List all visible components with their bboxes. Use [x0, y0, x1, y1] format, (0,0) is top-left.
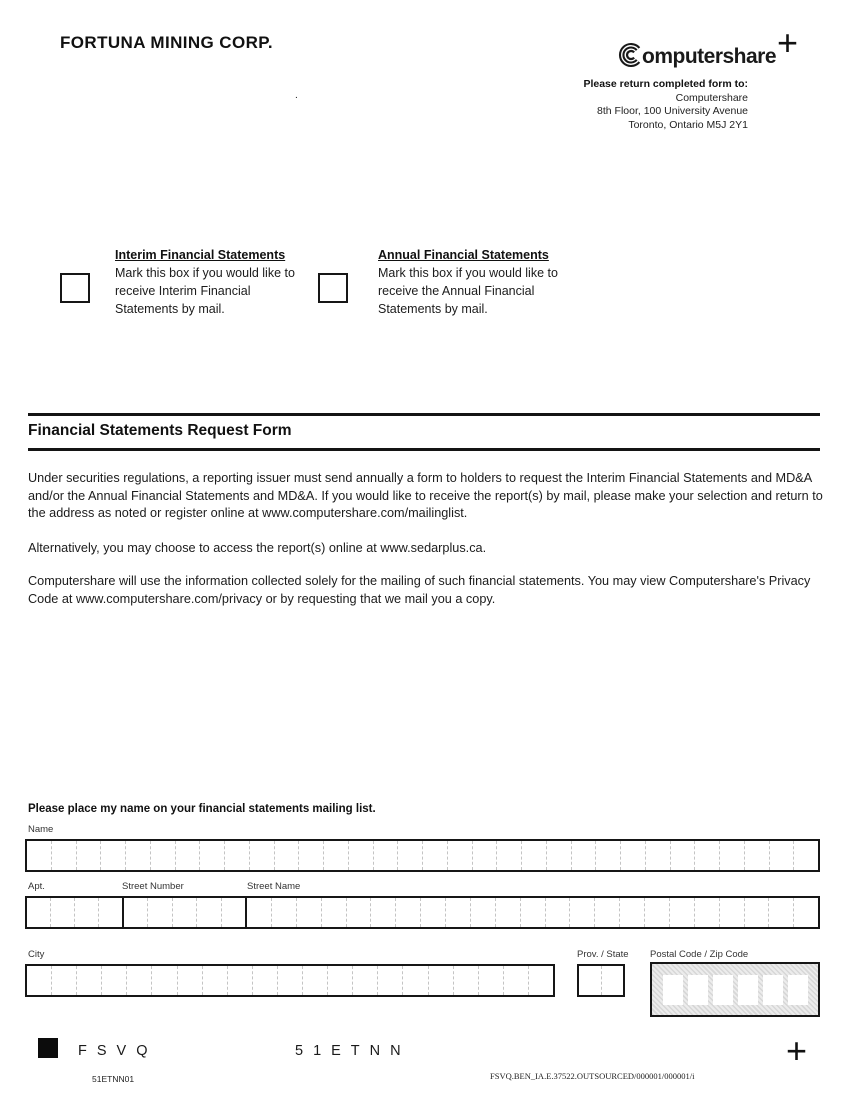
char-cell: [203, 966, 228, 995]
char-cell: [497, 841, 522, 870]
char-cell: [579, 966, 602, 995]
annual-statements-option: [378, 246, 574, 318]
annual-statements-checkbox[interactable]: [318, 273, 348, 303]
apt-input[interactable]: [27, 898, 124, 927]
char-cell: [448, 841, 473, 870]
char-cell: [572, 841, 597, 870]
postal-code-field-label: Postal Code / Zip Code: [650, 949, 749, 960]
company-title: FORTUNA MINING CORP.: [60, 33, 273, 52]
char-cell: [278, 966, 303, 995]
char-cell: [27, 966, 52, 995]
char-cell: [769, 898, 794, 927]
char-cell: [176, 841, 201, 870]
char-cell: [454, 966, 479, 995]
char-cell: [695, 841, 720, 870]
city-field-label: City: [28, 949, 45, 960]
char-cell: [152, 966, 177, 995]
interim-statements-title: Interim Financial Statements: [115, 248, 286, 262]
char-cell: [75, 898, 99, 927]
char-cell: [197, 898, 221, 927]
char-cell: [496, 898, 521, 927]
char-cell: [328, 966, 353, 995]
street-name-input[interactable]: [247, 898, 818, 927]
char-cell: [222, 898, 245, 927]
char-cell: [250, 841, 275, 870]
char-cell: [471, 898, 496, 927]
char-cell: [398, 841, 423, 870]
paragraph-regulations: Under securities regulations, a reporting issuer must send annually a form to holders to request the Interim Financial Statements and MD&A and/or the Annual Financial Statements and MD&A. If you would like to receive the report(s) by mail, please make your selection and return to the address as noted or register online at www.computershare.com/mailinglist.: [28, 471, 823, 520]
sequence-code: 51ETNN: [295, 1043, 411, 1059]
char-cell: [303, 966, 328, 995]
char-cell: [51, 898, 75, 927]
interim-statements-description: Mark this box if you would like to receive Interim Financial Statements by mail.: [115, 266, 295, 316]
computershare-arcs-icon: [617, 40, 644, 73]
char-cell: [595, 898, 620, 927]
char-cell: [52, 841, 77, 870]
char-cell: [374, 841, 399, 870]
section-title: Financial Statements Request Form: [28, 422, 292, 439]
char-cell: [124, 898, 148, 927]
char-cell: [547, 841, 572, 870]
char-cell: [349, 841, 374, 870]
char-cell: [429, 966, 454, 995]
address-input-row: [25, 896, 820, 929]
char-cell: [396, 898, 421, 927]
postal-char-cell: [738, 975, 758, 1005]
char-cell: [521, 898, 546, 927]
char-cell: [297, 898, 322, 927]
print-control-code: FSVQ.BEN_IA.E.37522.OUTSOURCED/000001/000001/i: [490, 1071, 695, 1081]
char-cell: [529, 966, 553, 995]
char-cell: [522, 841, 547, 870]
street-name-field-label: Street Name: [247, 881, 301, 892]
stray-dot: .: [295, 90, 298, 101]
char-cell: [299, 841, 324, 870]
char-cell: [77, 841, 102, 870]
annual-statements-title: Annual Financial Statements: [378, 248, 549, 262]
postal-char-cell: [713, 975, 733, 1005]
registration-plus-mark-bottom: +: [786, 1030, 808, 1071]
char-cell: [247, 898, 272, 927]
char-cell: [671, 841, 696, 870]
computershare-logo: [617, 40, 776, 73]
return-address-title: Please return completed form to:: [583, 78, 748, 90]
char-cell: [324, 841, 349, 870]
char-cell: [770, 841, 795, 870]
char-cell: [596, 841, 621, 870]
prov-state-field-label: Prov. / State: [577, 949, 629, 960]
char-cell: [77, 966, 102, 995]
char-cell: [645, 898, 670, 927]
char-cell: [253, 966, 278, 995]
return-address-line: 8th Floor, 100 University Avenue: [597, 105, 748, 117]
return-address-line: Computershare: [675, 91, 748, 104]
char-cell: [200, 841, 225, 870]
char-cell: [148, 898, 172, 927]
registration-plus-mark-top: +: [777, 22, 799, 63]
logo-wordmark: omputershare: [642, 44, 777, 68]
paragraph-privacy: Computershare will use the information collected solely for the mailing of such financial statements. You may view Computershare's Privacy Code at www.computershare.com/privacy or by requesting that we mail you a copy.: [28, 574, 811, 606]
char-cell: [151, 841, 176, 870]
prov-state-input[interactable]: [577, 964, 625, 997]
char-cell: [745, 898, 770, 927]
scan-registration-square: [38, 1038, 58, 1058]
char-cell: [371, 898, 396, 927]
interim-statements-option: [115, 246, 311, 318]
char-cell: [101, 841, 126, 870]
char-cell: [446, 898, 471, 927]
char-cell: [670, 898, 695, 927]
name-input[interactable]: [25, 839, 820, 872]
char-cell: [225, 841, 250, 870]
char-cell: [173, 898, 197, 927]
char-cell: [347, 898, 372, 927]
char-cell: [504, 966, 529, 995]
char-cell: [27, 898, 51, 927]
postal-char-cell: [788, 975, 808, 1005]
street-number-field-label: Street Number: [122, 881, 184, 892]
postal-code-input[interactable]: [650, 962, 820, 1017]
char-cell: [620, 898, 645, 927]
return-address-line: Toronto, Ontario M5J 2Y1: [628, 118, 748, 131]
annual-statements-description: Mark this box if you would like to receive the Annual Financial Statements by mail.: [378, 266, 558, 316]
return-address-block: [583, 78, 748, 132]
char-cell: [421, 898, 446, 927]
postal-char-cell: [663, 975, 683, 1005]
char-cell: [720, 898, 745, 927]
char-cell: [745, 841, 770, 870]
char-cell: [720, 841, 745, 870]
char-cell: [52, 966, 77, 995]
char-cell: [322, 898, 347, 927]
char-cell: [794, 898, 818, 927]
postal-char-cell: [763, 975, 783, 1005]
char-cell: [228, 966, 253, 995]
apt-field-label: Apt.: [28, 881, 45, 892]
char-cell: [102, 966, 127, 995]
char-cell: [602, 966, 624, 995]
char-cell: [403, 966, 428, 995]
char-cell: [695, 898, 720, 927]
char-cell: [546, 898, 571, 927]
char-cell: [272, 898, 297, 927]
mailing-list-instruction: Please place my name on your financial statements mailing list.: [28, 803, 376, 815]
name-field-label: Name: [28, 824, 54, 835]
char-cell: [570, 898, 595, 927]
char-cell: [353, 966, 378, 995]
street-number-input[interactable]: [124, 898, 247, 927]
char-cell: [99, 898, 122, 927]
char-cell: [126, 841, 151, 870]
char-cell: [794, 841, 818, 870]
char-cell: [127, 966, 152, 995]
char-cell: [621, 841, 646, 870]
postal-char-cell: [688, 975, 708, 1005]
paragraph-online-access: Alternatively, you may choose to access the report(s) online at www.sedarplus.ca.: [28, 541, 487, 555]
char-cell: [275, 841, 300, 870]
char-cell: [423, 841, 448, 870]
interim-statements-checkbox[interactable]: [60, 273, 90, 303]
form-code: FSVQ: [78, 1043, 158, 1059]
char-cell: [479, 966, 504, 995]
char-cell: [27, 841, 52, 870]
char-cell: [646, 841, 671, 870]
document-code: 51ETNN01: [92, 1074, 135, 1084]
char-cell: [473, 841, 498, 870]
char-cell: [178, 966, 203, 995]
section-rule-bottom: [28, 448, 820, 451]
city-input[interactable]: [25, 964, 555, 997]
section-rule-top: [28, 413, 820, 416]
char-cell: [378, 966, 403, 995]
